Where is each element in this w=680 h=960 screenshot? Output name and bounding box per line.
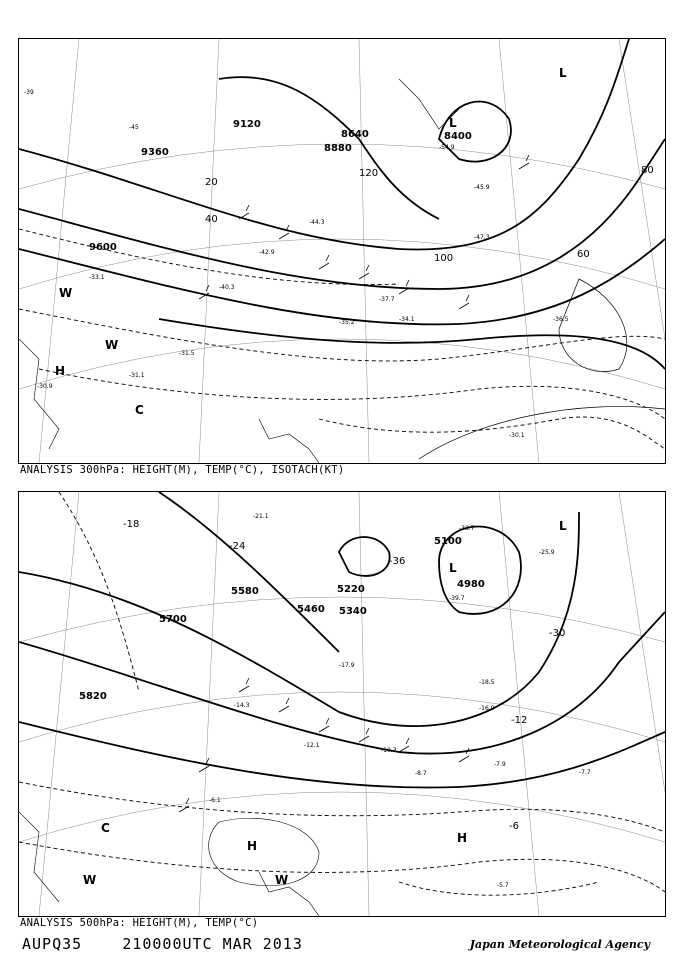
warm-center-marker: W — [83, 873, 97, 887]
height-label: 5700 — [159, 614, 187, 625]
station-label: -12.1 — [304, 742, 320, 749]
map-300hpa-svg — [19, 39, 665, 463]
coastline — [19, 812, 319, 916]
station-label: -39.7 — [449, 595, 465, 602]
height-contours — [19, 492, 665, 788]
height-label: 9360 — [141, 147, 169, 158]
temp-label: -37.7 — [379, 296, 395, 303]
temp-label: -30.9 — [37, 383, 53, 390]
station-label: -33.7 — [459, 525, 475, 532]
temperature-labels — [24, 89, 569, 439]
temp-label: -40.3 — [219, 284, 235, 291]
temp-label: -45.9 — [474, 184, 490, 191]
station-label: -18.5 — [479, 679, 495, 686]
station-label: -8.7 — [415, 770, 427, 777]
temp-label: -45 — [129, 124, 139, 131]
temp-label: -31.5 — [179, 350, 195, 357]
station-label: -7.7 — [579, 769, 591, 776]
high-center-marker: H — [247, 839, 258, 853]
station-label: -5.7 — [497, 882, 509, 889]
isotach-label: 60 — [577, 249, 590, 260]
isotach-contours — [419, 279, 665, 459]
station-label: -16.9 — [479, 705, 495, 712]
temp-contour-label: -30 — [549, 628, 566, 639]
map-500hpa-svg — [19, 492, 665, 916]
height-label: 8640 — [341, 129, 369, 140]
pressure-centers — [55, 66, 567, 417]
temp-label: -54.9 — [439, 144, 455, 151]
temp-contour-label: -12 — [511, 715, 528, 726]
station-label: -6.1 — [209, 797, 221, 804]
temp-label: -42.9 — [259, 249, 275, 256]
isotach-label: 100 — [434, 253, 454, 264]
temp-label: -47.3 — [474, 234, 490, 241]
station-labels — [209, 513, 591, 889]
height-label: 9120 — [233, 119, 261, 130]
temp-contour-label: -18 — [123, 519, 140, 530]
height-label: 9600 — [89, 242, 117, 253]
station-label: -21.1 — [253, 513, 269, 520]
station-label: -7.9 — [494, 761, 506, 768]
caption-300hpa: ANALYSIS 300hPa: HEIGHT(M), TEMP(°C), ISOTACH(KT) — [20, 464, 345, 476]
temp-label: -35.2 — [339, 319, 355, 326]
high-center-marker: H — [457, 831, 468, 845]
temp-label: -30.1 — [509, 432, 525, 439]
height-label: 5460 — [297, 604, 325, 615]
map-panel-300hpa — [18, 38, 666, 464]
height-label: 5580 — [231, 586, 259, 597]
isotach-label: 80 — [641, 165, 654, 176]
graticule — [19, 492, 665, 916]
height-label: 8880 — [324, 143, 352, 154]
low-center-marker: L — [449, 561, 457, 575]
height-label: 5100 — [434, 536, 462, 547]
temp-contour-labels — [123, 519, 565, 832]
temp-label: -34.1 — [399, 316, 415, 323]
chart-identifier — [22, 935, 303, 953]
map-panel-500hpa — [18, 491, 666, 917]
station-label: -25.9 — [539, 549, 555, 556]
analysis-datetime: 210000UTC MAR 2013 — [122, 935, 303, 953]
temp-label: -33.1 — [89, 274, 105, 281]
low-center-marker: L — [559, 519, 567, 533]
temp-contour-label: -36 — [389, 556, 406, 567]
temp-contour-label: -6 — [509, 821, 519, 832]
isotach-label: 120 — [359, 168, 379, 179]
temp-contour-label: -24 — [229, 541, 246, 552]
isotach-label: 40 — [205, 214, 218, 225]
station-label: -10.3 — [381, 747, 397, 754]
low-center-marker: L — [559, 66, 567, 80]
cold-center-marker: C — [101, 821, 110, 835]
height-label: 4980 — [457, 579, 485, 590]
caption-500hpa: ANALYSIS 500hPa: HEIGHT(M), TEMP(°C) — [20, 917, 259, 929]
high-center-marker: H — [55, 364, 66, 378]
temp-label: -39 — [24, 89, 34, 96]
warm-center-marker: W — [275, 873, 289, 887]
height-label: 5340 — [339, 606, 367, 617]
isotach-label: 20 — [205, 177, 218, 188]
low-center-marker: L — [449, 116, 457, 130]
height-labels — [79, 536, 485, 702]
warm-center-marker: W — [105, 338, 119, 352]
temp-label: -36.5 — [553, 316, 569, 323]
height-label: 8400 — [444, 131, 472, 142]
height-label: 5220 — [337, 584, 365, 595]
station-label: -17.9 — [339, 662, 355, 669]
cold-center-marker: C — [135, 403, 144, 417]
height-label: 5820 — [79, 691, 107, 702]
coastline — [19, 79, 459, 463]
height-labels — [89, 119, 472, 253]
temp-label: -44.3 — [309, 219, 325, 226]
agency-credit: Japan Meteorological Agency — [469, 938, 650, 951]
temp-label: -31.1 — [129, 372, 145, 379]
station-label: -14.3 — [234, 702, 250, 709]
temperature-contours — [19, 492, 665, 895]
bulletin-code: AUPQ35 — [22, 935, 83, 953]
warm-center-marker: W — [59, 286, 73, 300]
